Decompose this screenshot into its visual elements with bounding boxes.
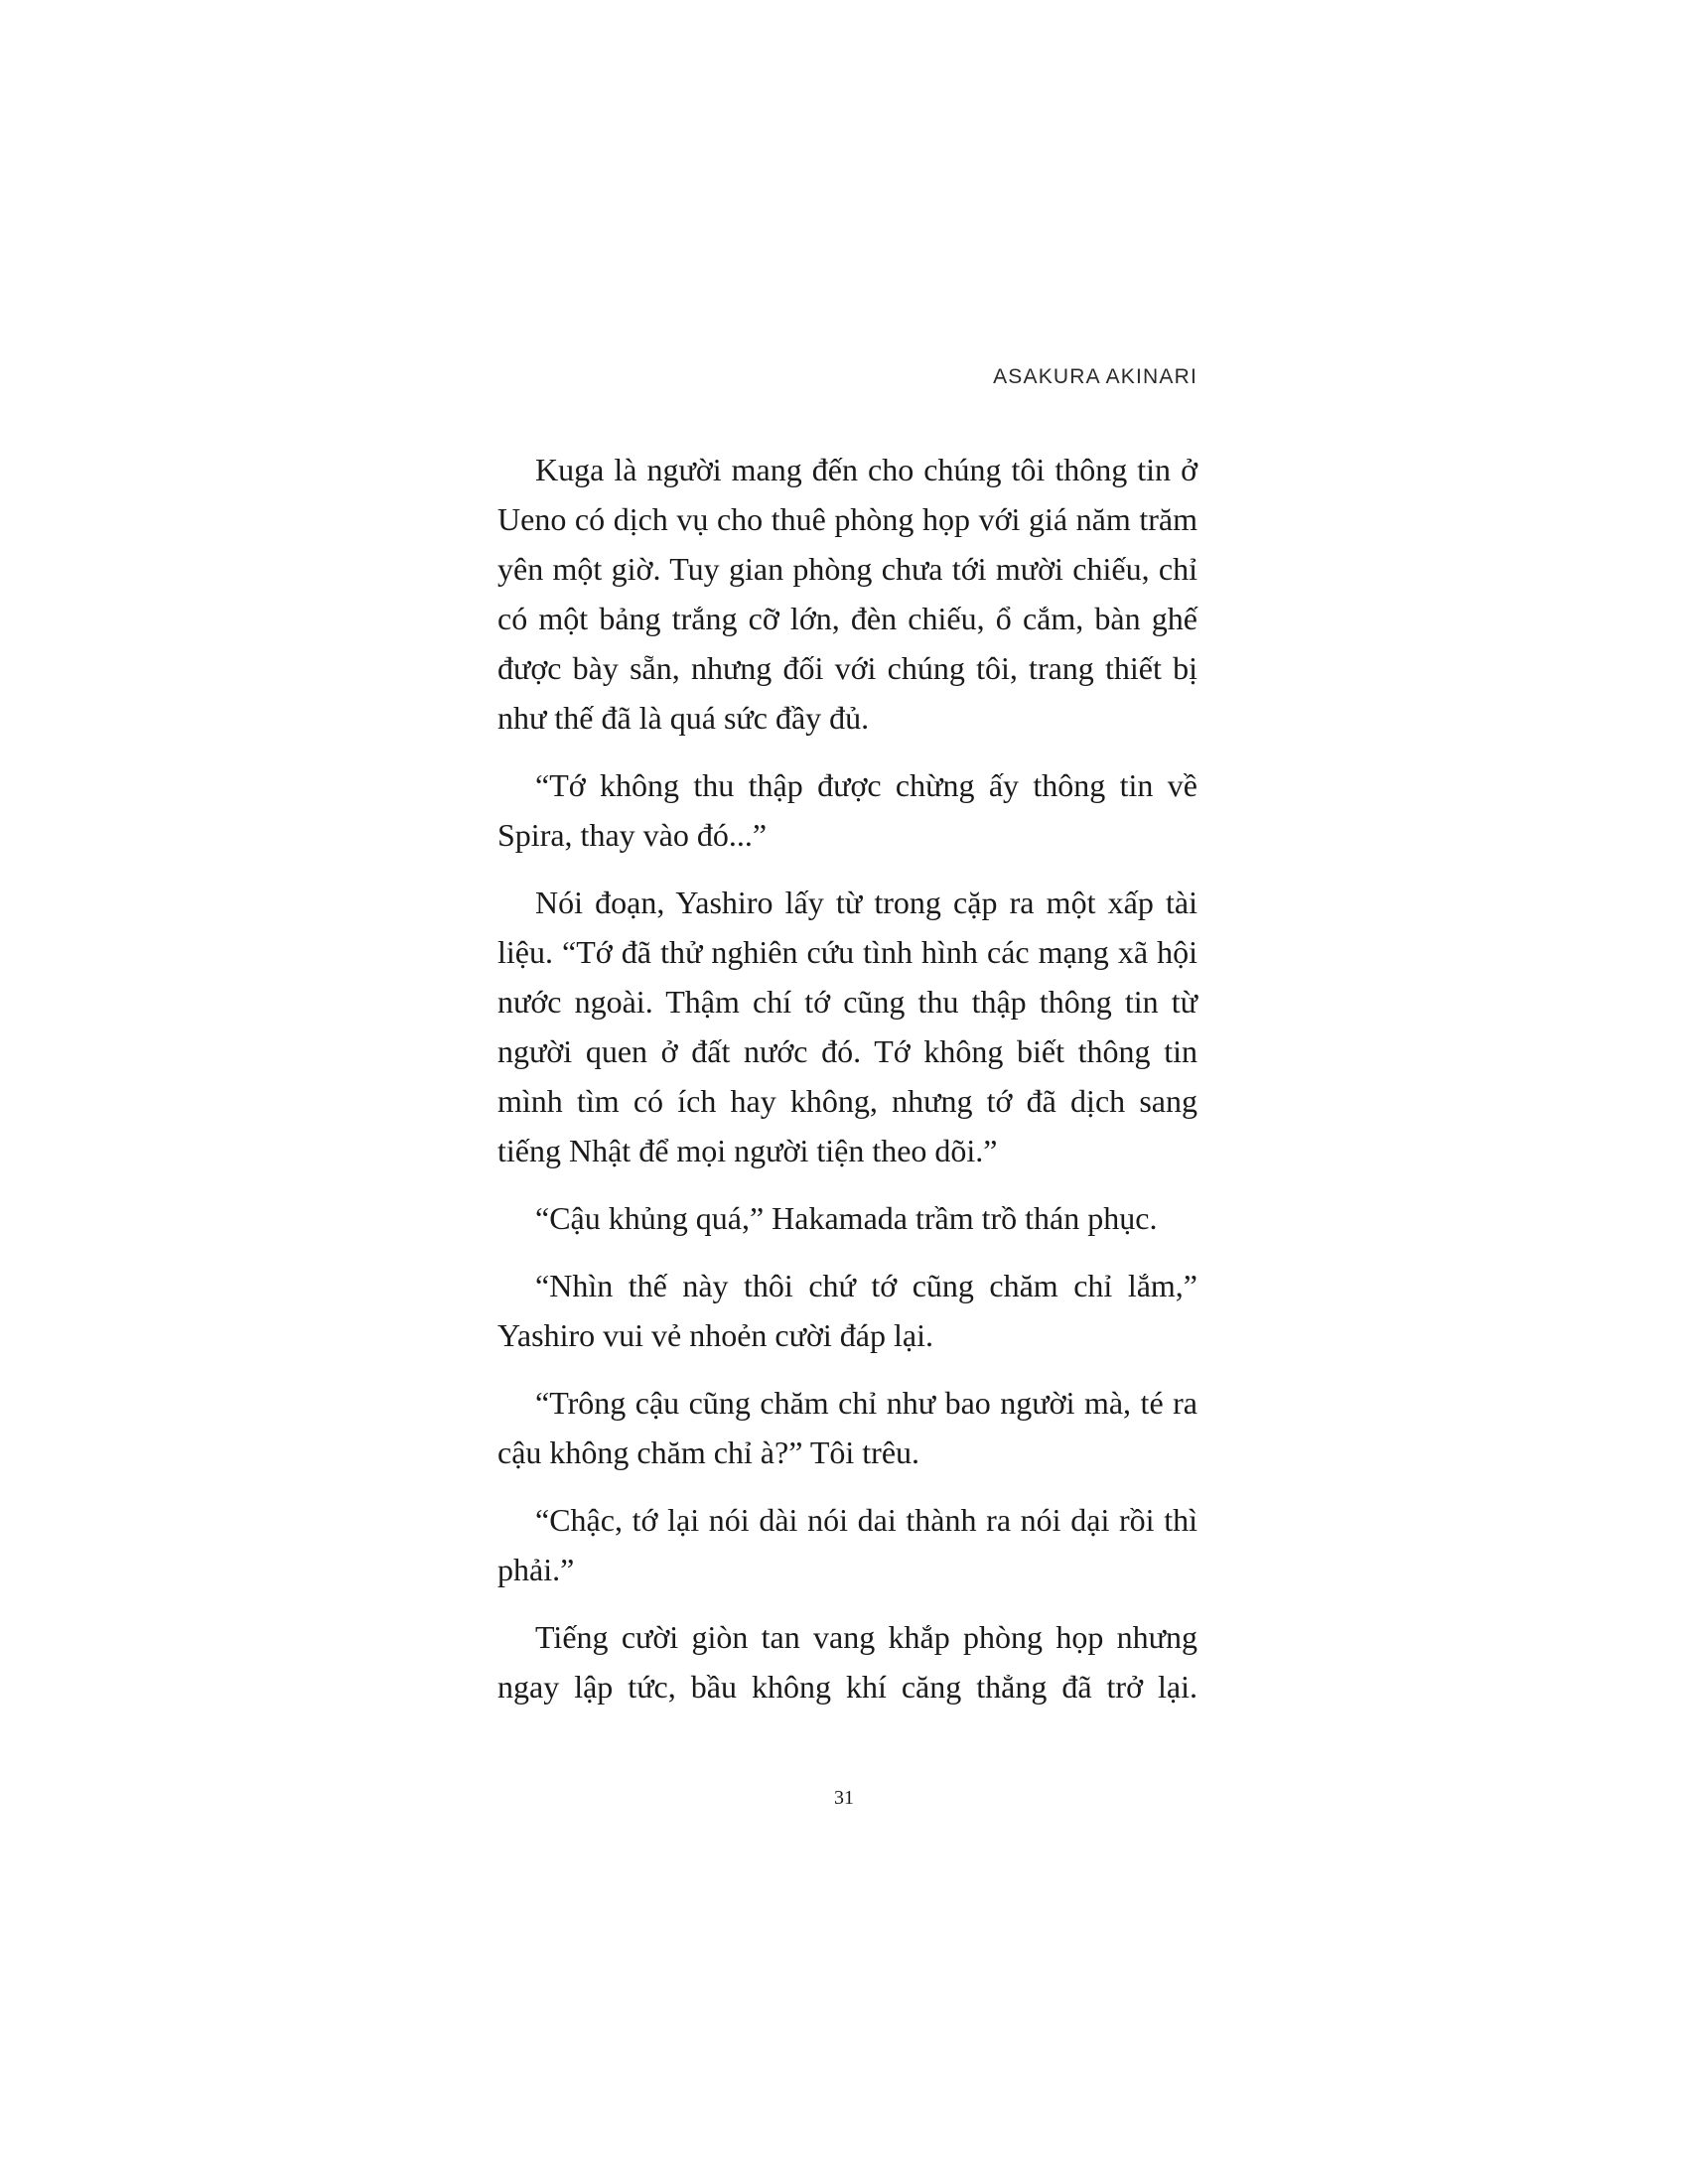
paragraph: “Cậu khủng quá,” Hakamada trầm trồ thán phục. bbox=[535, 1200, 1158, 1236]
paragraph: Tiếng cười giòn tan vang khắp phòng họp nhưng ngay lập tức, bầu không khí căng thẳng đã trở lại. bbox=[497, 1619, 1197, 1705]
body-text bbox=[497, 445, 1197, 1711]
paragraph: Kuga là người mang đến cho chúng tôi thông tin ở Ueno có dịch vụ cho thuê phòng họp với giá năm trăm yên một giờ. Tuy gian phòng chưa tới mười chiếu, chỉ có một bảng trắng cỡ lớn, đèn chiếu, ổ cắm, bàn ghế được bày sẵn, nhưng đối với chúng tôi, trang thiết bị như thế đã là quá sức đầy đủ. bbox=[497, 452, 1197, 736]
paragraph: “Nhìn thế này thôi chứ tớ cũng chăm chỉ lắm,” Yashiro vui vẻ nhoẻn cười đáp lại. bbox=[497, 1268, 1197, 1353]
page-number: 31 bbox=[834, 1787, 854, 1809]
running-header-author: ASAKURA AKINARI bbox=[993, 365, 1197, 388]
paragraph: “Trông cậu cũng chăm chỉ như bao người mà, té ra cậu không chăm chỉ à?” Tôi trêu. bbox=[497, 1385, 1197, 1470]
paragraph: Nói đoạn, Yashiro lấy từ trong cặp ra một xấp tài liệu. “Tớ đã thử nghiên cứu tình hình các mạng xã hội nước ngoài. Thậm chí tớ cũng thu thập thông tin từ người quen ở đất nước đó. Tớ không biết thông tin mình tìm có ích hay không, nhưng tớ đã dịch sang tiếng Nhật để mọi người tiện theo dõi.” bbox=[497, 885, 1197, 1168]
paragraph: “Chậc, tớ lại nói dài nói dai thành ra nói dại rồi thì phải.” bbox=[497, 1502, 1197, 1587]
paragraph: “Tớ không thu thập được chừng ấy thông tin về Spira, thay vào đó...” bbox=[497, 767, 1197, 853]
